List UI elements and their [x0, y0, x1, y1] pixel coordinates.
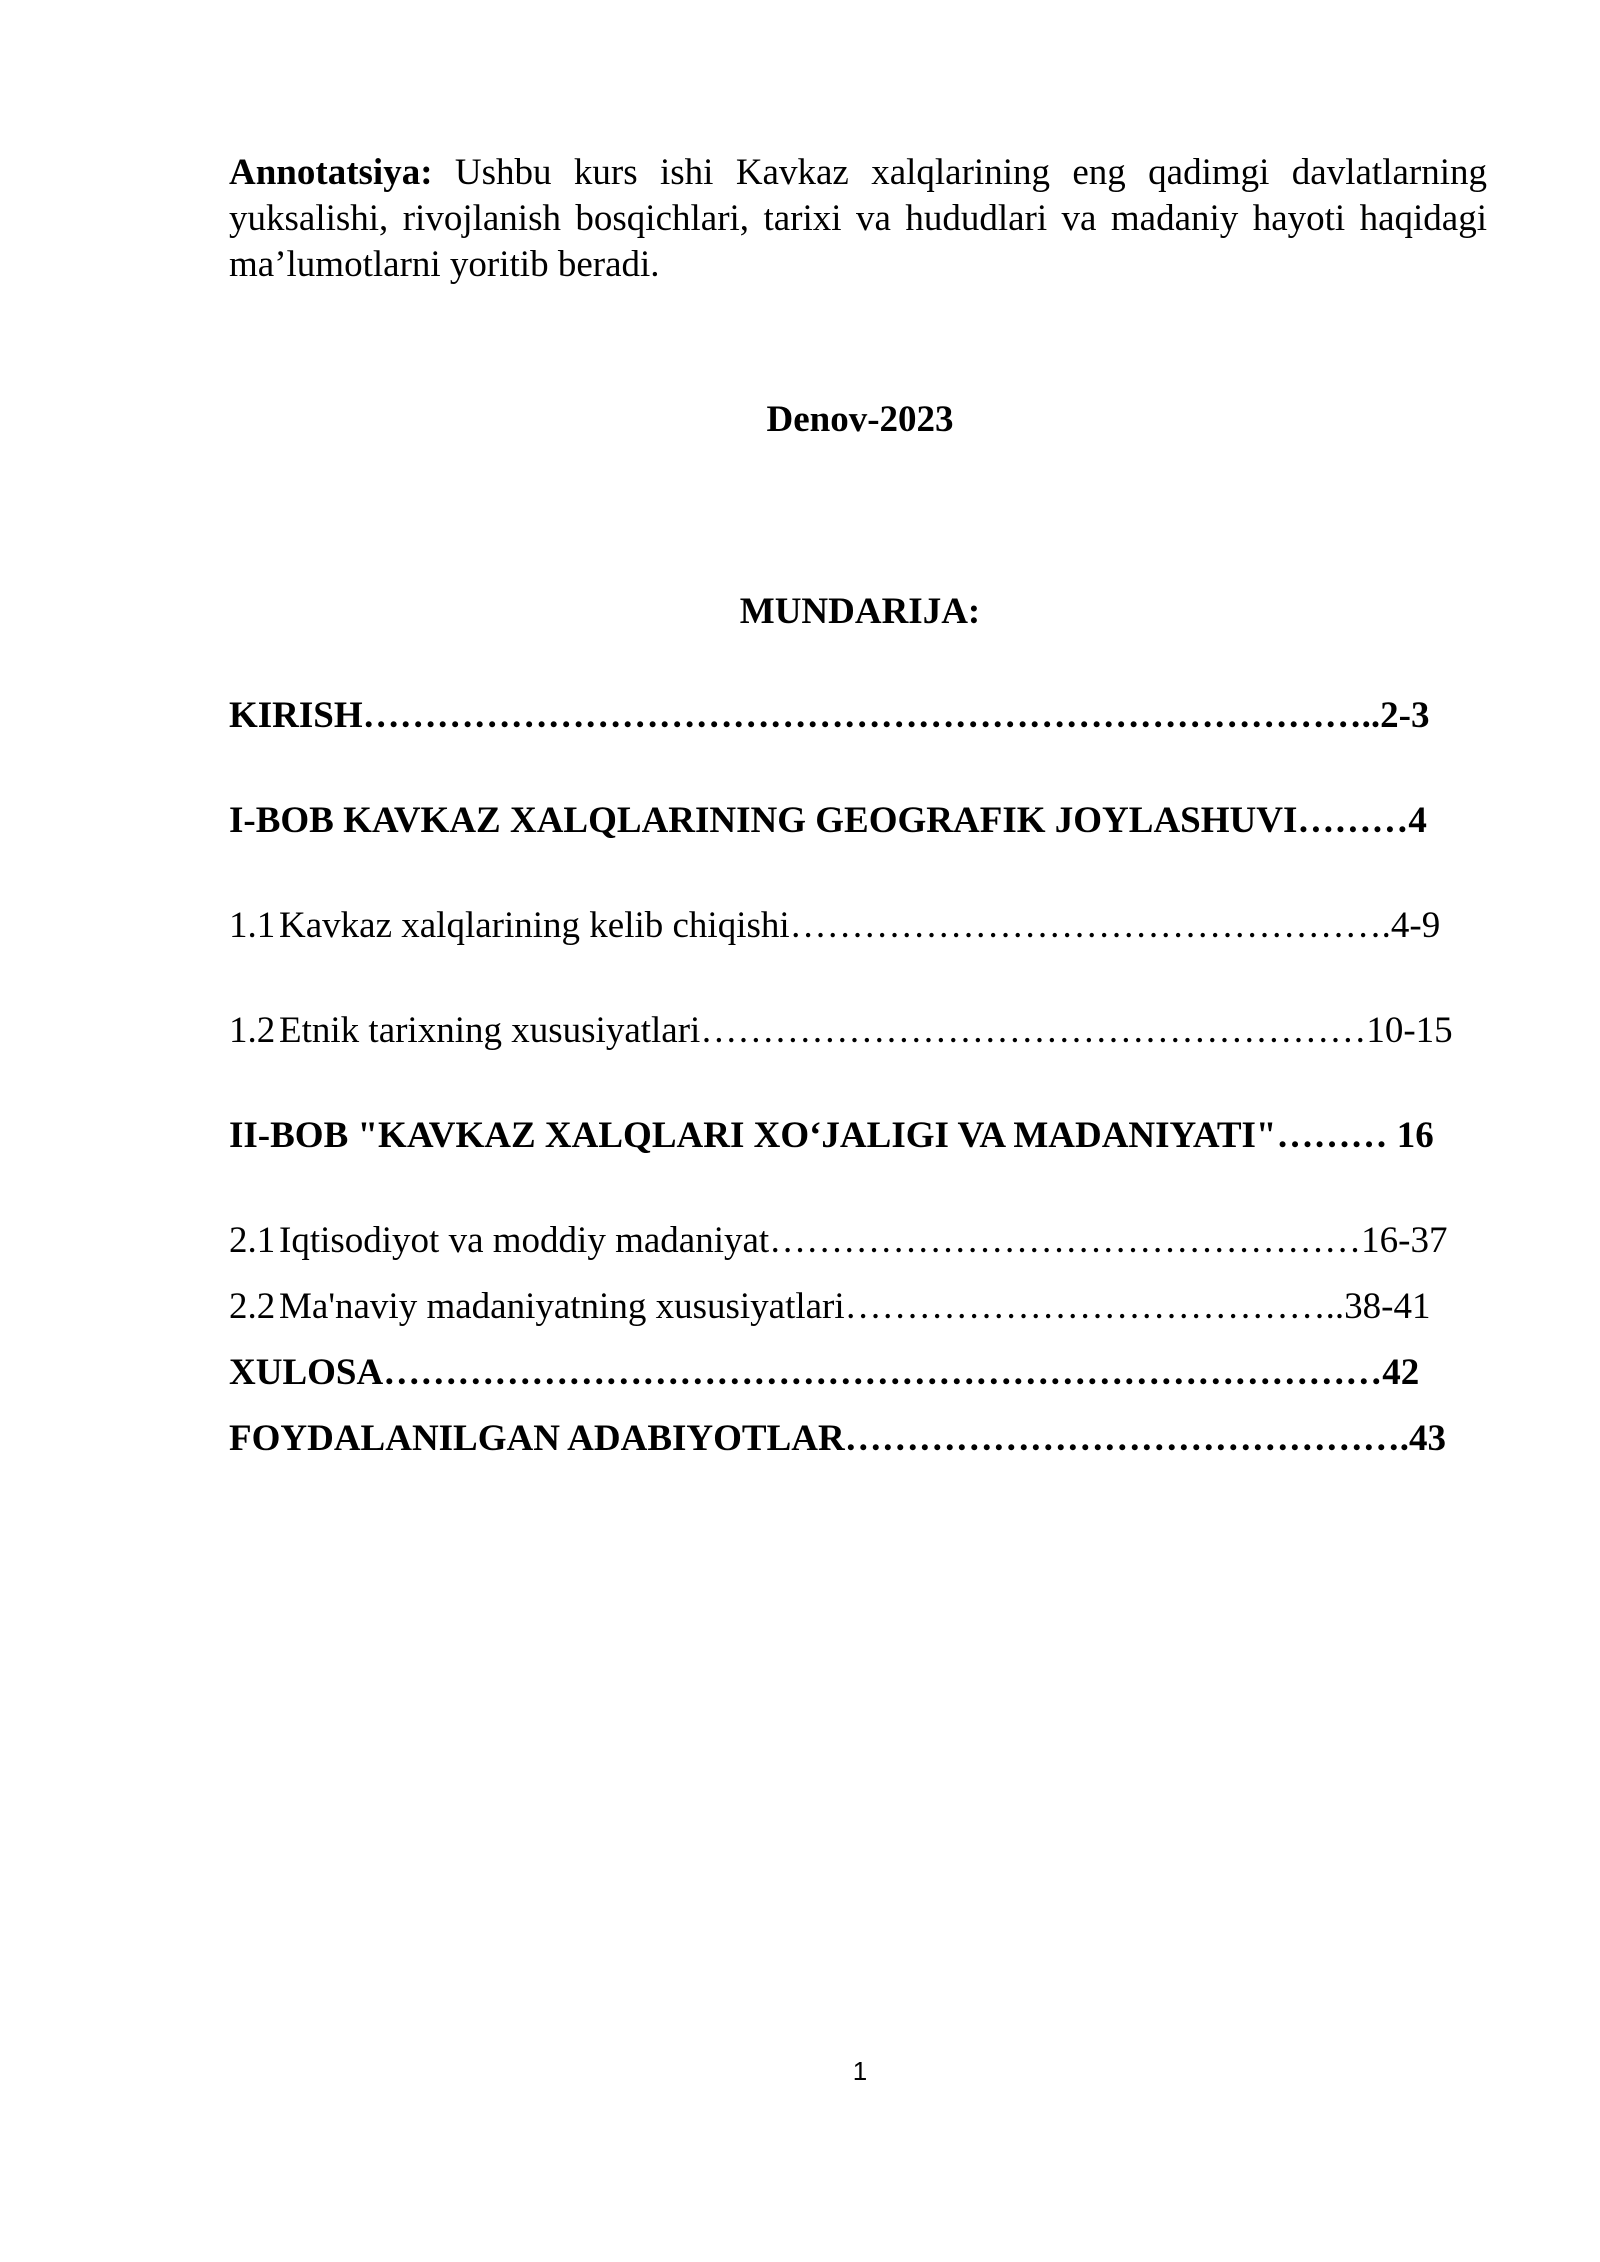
toc-entry-kirish — [229, 693, 1429, 739]
place-year: Denov-2023 — [766, 399, 954, 440]
toc-entry-section-1-2 — [229, 1008, 1453, 1054]
toc-entry-section-2-2 — [229, 1284, 1430, 1330]
toc-entry-number: 2.1 — [229, 1220, 276, 1261]
page-number: 1 — [852, 2056, 868, 2086]
toc-entry-text: FOYDALANILGAN ADABIYOTLAR……………………………………….43 — [229, 1418, 1446, 1459]
toc-entry-number: 1.2 — [229, 1010, 276, 1051]
toc-entry-text: Etnik tarixning xususiyatlari………………………………………………10-15 — [279, 1010, 1453, 1051]
toc-entry-section-2-1 — [229, 1218, 1448, 1264]
toc-entry-text: Ma'naviy madaniyatning xususiyatlari…………………………………..38-41 — [279, 1286, 1431, 1327]
toc-entry-text: KIRISH………………………………………………………………………..2-3 — [229, 695, 1430, 736]
toc-entry-text: Kavkaz xalqlarining kelib chiqishi………………………………………….4-9 — [279, 905, 1441, 946]
toc-entry-section-1-1 — [229, 903, 1440, 949]
toc-entry-text: Iqtisodiyot va moddiy madaniyat…………………………………………16-37 — [279, 1220, 1448, 1261]
toc-entry-xulosa — [229, 1350, 1419, 1396]
toc-entry-number: 2.2 — [229, 1286, 276, 1327]
toc-entry-number: 1.1 — [229, 905, 276, 946]
annotation-paragraph — [229, 150, 1487, 288]
toc-title: MUNDARIJA: — [739, 591, 981, 632]
toc-entry-chapter-1 — [229, 798, 1427, 844]
annotation-text: Ushbu kurs ishi Kavkaz xalqlarining eng qadimgi davlatlarning yuksalishi, rivojlanish bosqichlari, tarixi va hududlari va madaniy hayoti haqidagi ma’lumotlarni yoritib beradi. — [229, 152, 1487, 285]
toc-entry-chapter-2 — [229, 1113, 1434, 1159]
toc-entry-text: XULOSA………………………………………………………………………42 — [229, 1352, 1420, 1393]
toc-entry-references — [229, 1416, 1446, 1462]
toc-entry-text: I-BOB KAVKAZ XALQLARINING GEOGRAFIK JOYLASHUVI………4 — [229, 800, 1427, 841]
annotation-label: Annotatsiya: — [229, 152, 433, 193]
toc-entry-text: II-BOB "KAVKAZ XALQLARI XO‘JALIGI VA MADANIYATI"……… 16 — [229, 1115, 1434, 1156]
